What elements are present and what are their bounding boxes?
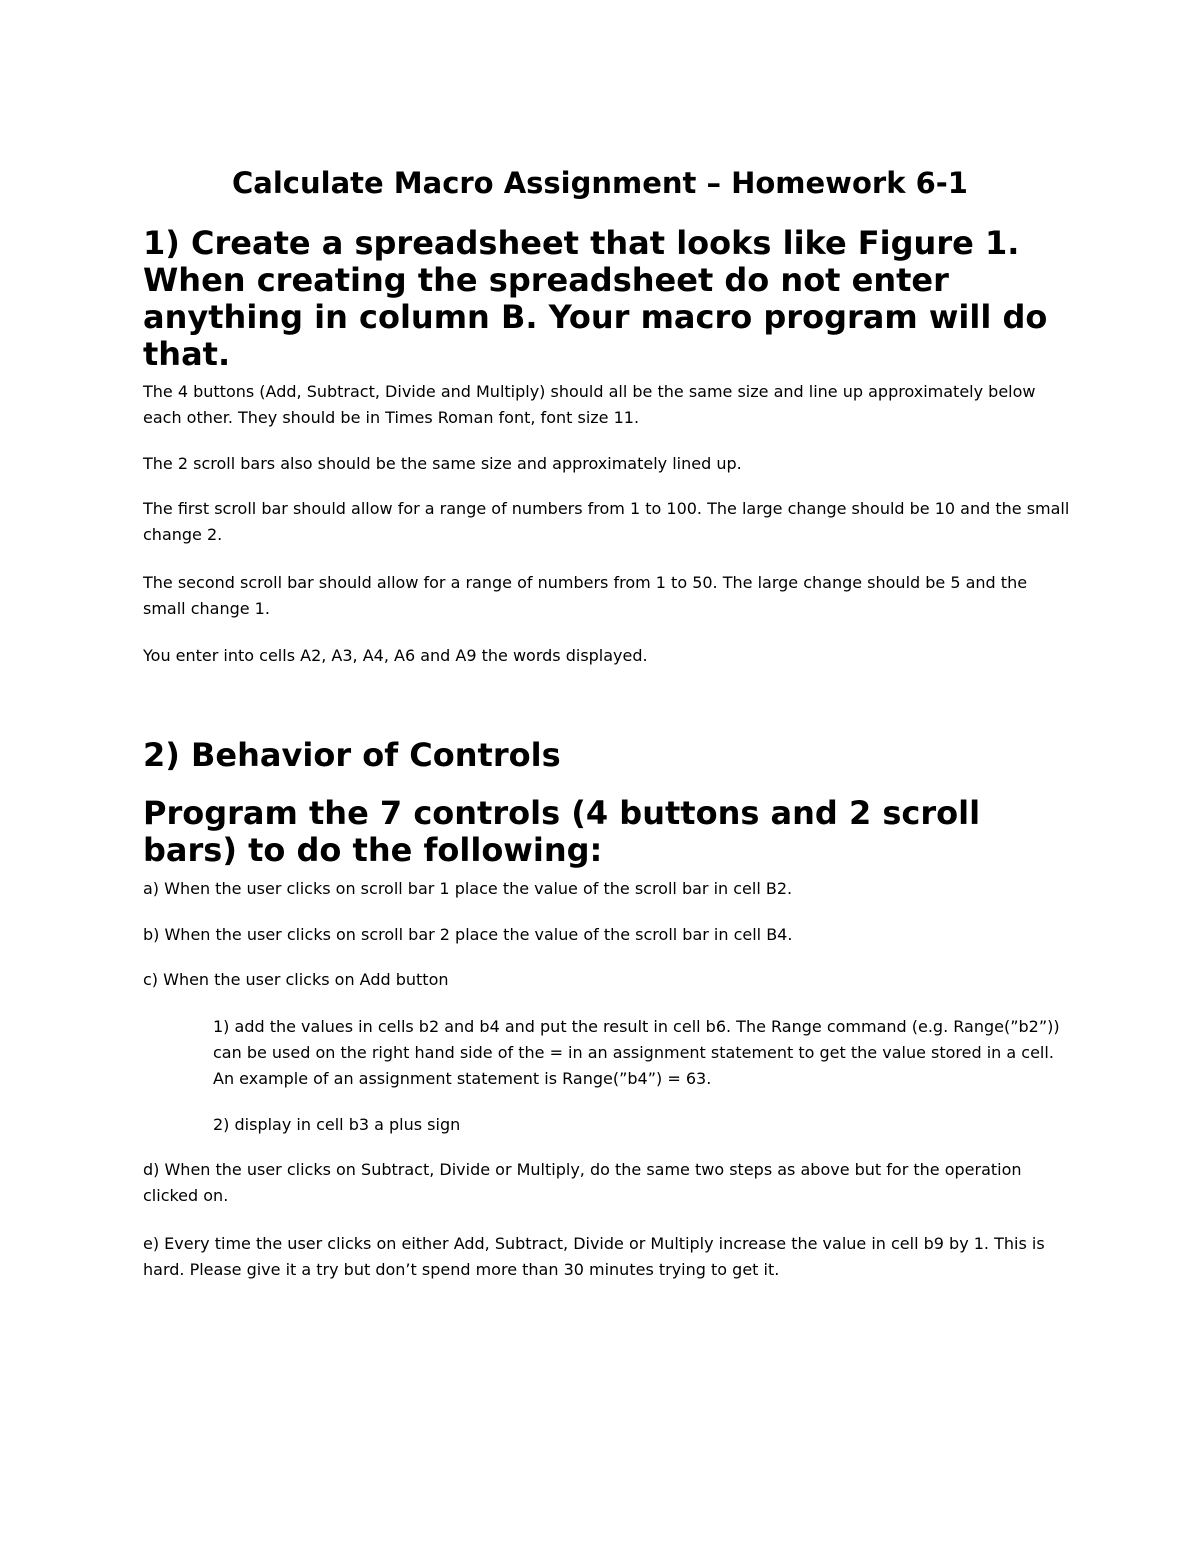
document-title: Calculate Macro Assignment – Homework 6-1 — [232, 166, 968, 200]
section2-heading: 2) Behavior of Controls — [143, 736, 561, 774]
list-item-c-step-1: 1) add the values in cells b2 and b4 and put the result in cell b6. The Range command (e.g. Range(”b2”)) can be used on the right hand side of the = in an assignment statement to get the value stored in a cell. An example of an assignment statement is Range(”b4”) = 63. — [213, 1017, 1060, 1088]
paragraph-cells: You enter into cells A2, A3, A4, A6 and A9 the words displayed. — [143, 646, 648, 665]
list-item-c-step-2: 2) display in cell b3 a plus sign — [213, 1115, 461, 1134]
list-item-b: b) When the user clicks on scroll bar 2 place the value of the scroll bar in cell B4. — [143, 925, 793, 944]
list-item-e: e) Every time the user clicks on either Add, Subtract, Divide or Multiply increase the value in cell b9 by 1. This is hard. Please give it a try but don’t spend more than 30 minutes trying to get it. — [143, 1234, 1045, 1279]
section1-heading: 1) Create a spreadsheet that looks like Figure 1. When creating the spreadsheet do not enter anything in column B. Your macro program will do that. — [143, 224, 1048, 373]
section2-subheading: Program the 7 controls (4 buttons and 2 scroll bars) to do the following: — [143, 794, 981, 869]
paragraph-second-scroll-bar: The second scroll bar should allow for a range of numbers from 1 to 50. The large change should be 5 and the small change 1. — [143, 573, 1028, 618]
list-item-d: d) When the user clicks on Subtract, Divide or Multiply, do the same two steps as above but for the operation clicked on. — [143, 1160, 1022, 1205]
list-item-a: a) When the user clicks on scroll bar 1 place the value of the scroll bar in cell B2. — [143, 879, 793, 898]
paragraph-first-scroll-bar: The first scroll bar should allow for a range of numbers from 1 to 100. The large change should be 10 and the small change 2. — [143, 499, 1070, 544]
paragraph-scroll-bars: The 2 scroll bars also should be the same size and approximately lined up. — [143, 454, 742, 473]
paragraph-buttons: The 4 buttons (Add, Subtract, Divide and Multiply) should all be the same size and line up approximately below each other. They should be in Times Roman font, font size 11. — [143, 382, 1036, 427]
list-item-c: c) When the user clicks on Add button — [143, 970, 449, 989]
